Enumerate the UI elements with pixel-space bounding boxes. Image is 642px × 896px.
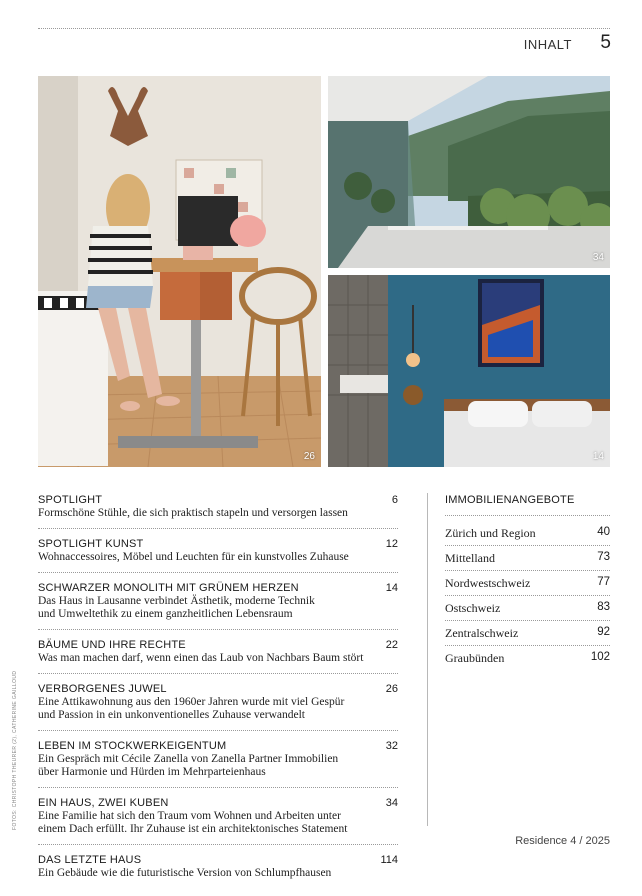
toc-entry[interactable] — [38, 638, 398, 674]
toc-title: EIN HAUS, ZWEI KUBEN — [38, 797, 169, 809]
toc-entry[interactable] — [38, 537, 398, 573]
photo-girl-desk[interactable] — [38, 76, 321, 467]
toc-entry[interactable] — [38, 581, 398, 630]
toc-title: VERBORGENES JUWEL — [38, 683, 167, 695]
toc-entry[interactable] — [38, 739, 398, 788]
bedroom-illustration — [328, 275, 610, 467]
table-of-contents — [38, 493, 398, 896]
section-label: INHALT — [523, 37, 572, 52]
listing-row[interactable] — [445, 572, 610, 596]
toc-description: Ein Gespräch mit Cécile Zanella von Zanella Partner Immobilien über Harmonie und Hürden im Mehrparteienhaus — [38, 753, 339, 778]
toc-title: SPOTLIGHT KUNST — [38, 538, 144, 550]
toc-entry[interactable] — [38, 682, 398, 731]
listing-region: Ostschweiz — [445, 601, 501, 615]
magazine-footer: Residence 4 / 2025 — [515, 835, 610, 847]
listing-row[interactable] — [445, 522, 610, 546]
toc-title: LEBEN IM STOCKWERKEIGENTUM — [38, 740, 227, 752]
toc-page: 12 — [385, 538, 398, 550]
toc-page: 32 — [385, 740, 398, 752]
listings-title: IMMOBILIENANGEBOTE — [445, 493, 610, 516]
photo-blue-bedroom[interactable] — [328, 275, 610, 467]
page-number: 5 — [600, 32, 611, 53]
column-divider — [427, 493, 428, 826]
photo-glass-house[interactable] — [328, 76, 610, 268]
listing-row[interactable] — [445, 647, 610, 670]
listing-page: 92 — [597, 626, 610, 638]
listing-region: Zürich und Region — [445, 526, 536, 540]
listing-row[interactable] — [445, 597, 610, 621]
photo-credit: FOTOS: CHRISTOPH THEURER (2), CATHERINE GAILLOUD — [12, 670, 18, 830]
toc-description: Das Haus in Lausanne verbindet Ästhetik, moderne Technik und Umweltethik zu einem ganzheitlichen Lebensraum — [38, 595, 315, 620]
toc-page: 22 — [385, 639, 398, 651]
toc-description: Eine Attikawohnung aus den 1960er Jahren wurde mit viel Gespür und Passion in ein unkonventionelles Zuhause verwandelt — [38, 696, 345, 721]
listing-region: Graubünden — [445, 651, 505, 665]
toc-entry[interactable] — [38, 796, 398, 845]
listing-region: Nordwestschweiz — [445, 576, 531, 590]
toc-description: Formschöne Stühle, die sich praktisch stapeln und versorgen lassen — [38, 507, 348, 519]
toc-title: SCHWARZER MONOLITH MIT GRÜNEM HERZEN — [38, 582, 299, 594]
listing-region: Zentralschweiz — [445, 626, 519, 640]
listing-page: 73 — [597, 551, 610, 563]
toc-entry[interactable] — [38, 493, 398, 529]
listing-row[interactable] — [445, 622, 610, 646]
toc-description: Ein Gebäude wie die futuristische Version von Schlumpfhausen — [38, 867, 332, 879]
toc-title: DAS LETZTE HAUS — [38, 854, 142, 866]
property-listings — [445, 493, 610, 671]
toc-entry[interactable] — [38, 853, 398, 888]
toc-description: Eine Familie hat sich den Traum vom Wohnen und Arbeiten unter einem Dach erfüllt. Ihr Zuhause ist ein architektonisches Statement — [38, 810, 348, 835]
toc-description: Was man machen darf, wenn einen das Laub von Nachbars Baum stört — [38, 652, 364, 664]
photo-page-ref: 14 — [592, 451, 604, 462]
toc-title: SPOTLIGHT — [38, 494, 103, 506]
toc-page: 114 — [380, 854, 398, 866]
toc-description: Wohnaccessoires, Möbel und Leuchten für ein kunstvolles Zuhause — [38, 551, 349, 563]
glass-house-illustration — [328, 76, 610, 268]
photo-page-ref: 26 — [303, 451, 315, 462]
toc-page: 34 — [385, 797, 398, 809]
listing-page: 102 — [590, 651, 610, 663]
top-dotted-rule — [38, 28, 610, 29]
girl-desk-illustration — [38, 76, 321, 467]
toc-page: 14 — [385, 582, 398, 594]
toc-page: 26 — [385, 683, 398, 695]
listing-row[interactable] — [445, 547, 610, 571]
listing-page: 40 — [597, 526, 610, 538]
listing-page: 83 — [597, 601, 610, 613]
listing-page: 77 — [597, 576, 610, 588]
listing-region: Mittelland — [445, 551, 495, 565]
toc-title: BÄUME UND IHRE RECHTE — [38, 639, 186, 651]
toc-page: 6 — [391, 494, 398, 506]
photo-page-ref: 34 — [592, 252, 604, 263]
